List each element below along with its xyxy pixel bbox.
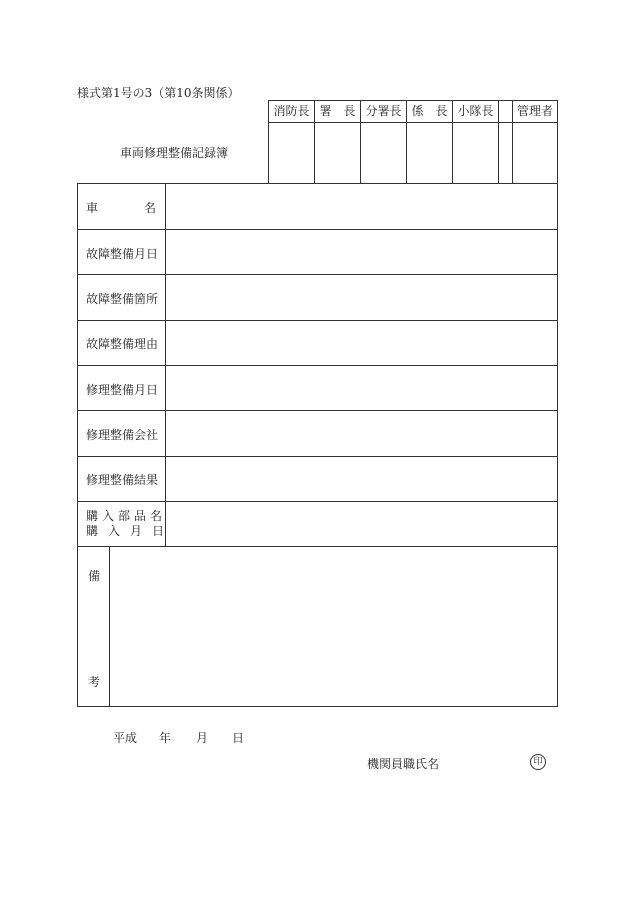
month-unit-label: 月	[196, 731, 209, 745]
form-number-label: 様式第1号の3（第10条関係）	[77, 86, 240, 100]
stamp-box-branch-chief[interactable]	[360, 100, 407, 184]
row-label-failure-location: 故障整備箇所	[86, 292, 159, 306]
repair-company-field[interactable]	[166, 411, 557, 456]
row-label-parts-purchase	[86, 509, 174, 539]
parts-name-label: 購入部品名	[86, 509, 167, 523]
stamp-header-label	[499, 101, 512, 123]
stamp-box-station-chief[interactable]	[314, 100, 361, 184]
repair-result-field[interactable]	[166, 457, 557, 501]
year-unit-label: 年	[159, 731, 172, 745]
failure-location-field[interactable]	[166, 275, 557, 320]
remarks-field[interactable]	[110, 547, 557, 706]
stamp-box-section-chief[interactable]	[406, 100, 453, 184]
row-label-vehicle-name	[86, 199, 156, 216]
row-label-repair-result: 修理整備結果	[86, 473, 159, 487]
signature-label: 機関員職氏名	[367, 757, 440, 771]
row-label-repair-date: 修理整備月日	[86, 383, 159, 397]
stamp-header-label: 小隊長	[453, 101, 498, 123]
era-label: 平成	[113, 731, 138, 745]
row-label-repair-company: 修理整備会社	[86, 428, 159, 442]
failure-reason-field[interactable]	[166, 321, 557, 365]
stamp-header-label: 係 長	[407, 101, 452, 123]
parts-purchase-field[interactable]	[166, 502, 557, 546]
stamp-header-label: 署 長	[315, 101, 360, 123]
row-label-failure-date: 故障整備月日	[86, 247, 159, 261]
stamp-header-label: 消防長	[269, 101, 314, 123]
record-table	[77, 183, 558, 707]
stamp-header-label: 管理者	[513, 101, 557, 123]
stamp-box-manager[interactable]	[512, 100, 558, 184]
row-label-failure-reason: 故障整備理由	[86, 337, 159, 351]
day-unit-label: 日	[232, 731, 245, 745]
document-title: 車両修理整備記録簿	[120, 146, 229, 160]
repair-date-field[interactable]	[166, 366, 557, 410]
seal-stamp-icon: 印	[530, 754, 546, 770]
remarks-label-bottom: 考	[88, 675, 101, 689]
vehicle-name-char: 名	[143, 201, 156, 215]
stamp-box-fire-chief[interactable]	[268, 100, 315, 184]
stamp-box-platoon-chief[interactable]	[452, 100, 499, 184]
vehicle-name-char: 車	[86, 201, 99, 215]
stamp-box-blank	[498, 100, 513, 184]
stamp-header-label: 分署長	[361, 101, 406, 123]
failure-date-field[interactable]	[166, 230, 557, 274]
vehicle-name-field[interactable]	[166, 184, 557, 229]
purchase-date-label: 購入月日	[86, 524, 175, 538]
remarks-label-top: 備	[88, 569, 101, 583]
